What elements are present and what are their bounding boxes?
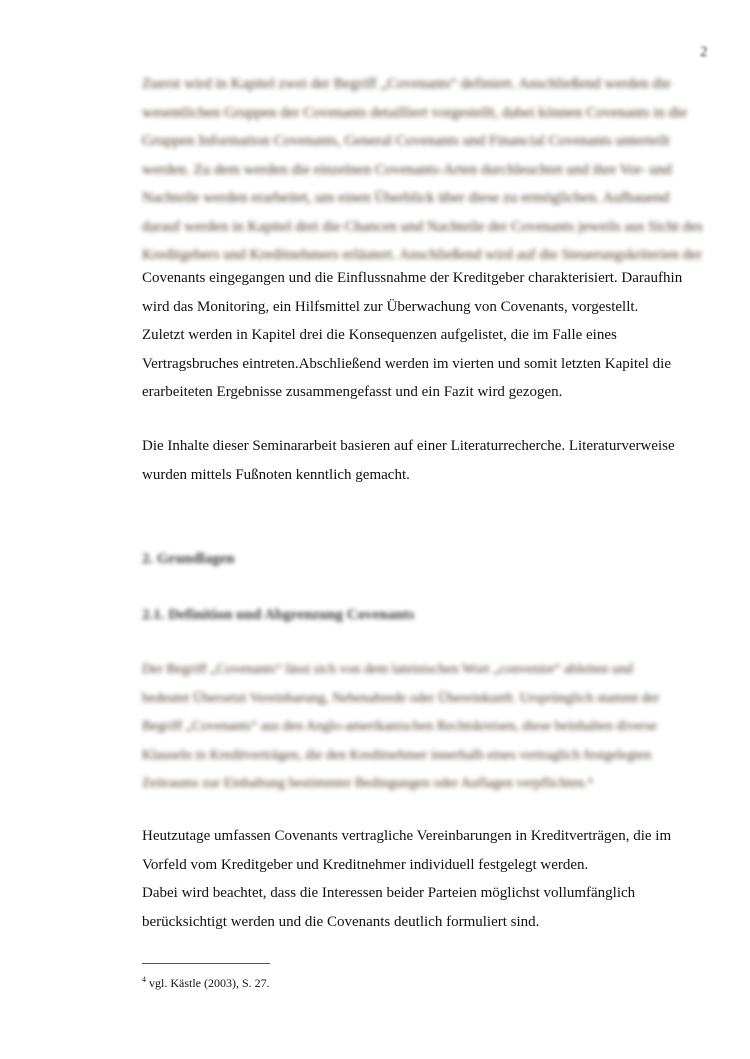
footnote-text: vgl. Kästle (2003), S. 27. — [146, 976, 270, 990]
section-heading: 2. Grundlagen — [142, 551, 235, 567]
method-paragraph — [142, 432, 712, 489]
text-line: Zuletzt werden in Kapitel drei die Konsequenzen aufgelistet, die im Falle eines — [142, 327, 617, 343]
text-line: Kreditgebers und Kreditnehmers erläutert. Anschließend wird auf die Steuerungskriterien der — [142, 247, 702, 263]
text-line: Vertragsbruches eintreten.Abschließend werden im vierten und somit letzten Kapitel die — [142, 355, 671, 372]
intro-paragraph — [142, 264, 712, 407]
text-line: erarbeiteten Ergebnisse zusammengefasst und ein Fazit wird gezogen. — [142, 384, 563, 400]
text-line: Zuerst wird in Kapitel zwei der Begriff „Covenants“ definiert. Anschließend werden die — [142, 76, 671, 92]
text-line: Covenants eingegangen und die Einflussnahme der Kreditgeber charakterisiert. Daraufhin — [142, 270, 683, 286]
text-line: darauf werden in Kapitel drei die Chancen und Nachteile der Covenants jeweils aus Sicht des — [142, 218, 703, 235]
footnote — [142, 970, 270, 993]
text-line: wurden mittels Fußnoten kenntlich gemacht. — [142, 466, 410, 483]
text-line: Begriff „Covenants“ aus den Anglo-amerikanischen Rechtskreisen, diese beinhalten diverse — [142, 719, 657, 734]
text-line: Nachteile werden erarbeitet, um einen Überblick über diese zu ermöglichen. Aufbauend — [142, 190, 670, 206]
text-line: Klauseln in Kreditverträgen, die den Kreditnehmer innerhalb eines vertraglich festgelegten — [142, 747, 652, 763]
text-line: bedeutet Übersetzt Vereinbarung, Nebenabrede oder Übereinkunft. Ursprünglich stammt der — [142, 690, 660, 706]
text-line: wird das Monitoring, ein Hilfsmittel zur Überwachung von Covenants, vorgestellt. — [142, 298, 639, 315]
definition-paragraph-blurred — [142, 656, 712, 799]
page-number: 2 — [700, 44, 708, 60]
text-line: werden. Zu dem werden die einzelnen Covenants-Arten durchleuchtet und ihre Vor- und — [142, 161, 672, 178]
covenants-paragraph — [142, 822, 712, 936]
text-line: Der Begriff „Covenants“ lässt sich von dem lateinischen Wort „convenire“ ableiten und — [142, 662, 633, 677]
text-line: Vorfeld vom Kreditgeber und Kreditnehmer individuell festgelegt werden. — [142, 856, 589, 873]
text-line: Die Inhalte dieser Seminararbeit basieren auf einer Literaturrecherche. Literaturverweise — [142, 438, 675, 454]
text-line: Gruppen Information Covenants, General Covenants und Financial Covenants unterteilt — [142, 133, 670, 149]
text-line: Heutzutage umfassen Covenants vertragliche Vereinbarungen in Kreditverträgen, die im — [142, 828, 672, 844]
intro-paragraph-blurred — [142, 70, 712, 270]
text-line: berücksichtigt werden und die Covenants deutlich formuliert sind. — [142, 913, 540, 930]
text-line: Zeitraums zur Einhaltung bestimmter Bedingungen oder Auflagen verpflichten.⁴ — [142, 776, 593, 791]
text-line: wesentlichen Gruppen der Covenants detailliert vorgestellt, dabei können Covenants in die — [142, 104, 687, 121]
subsection-heading: 2.1. Definition und Abgrenzung Covenants — [142, 607, 415, 623]
footnote-divider — [142, 963, 270, 964]
text-line: Dabei wird beachtet, dass die Interessen beider Parteien möglichst vollumfänglich — [142, 885, 636, 901]
footnote-marker: 4 — [142, 975, 146, 984]
